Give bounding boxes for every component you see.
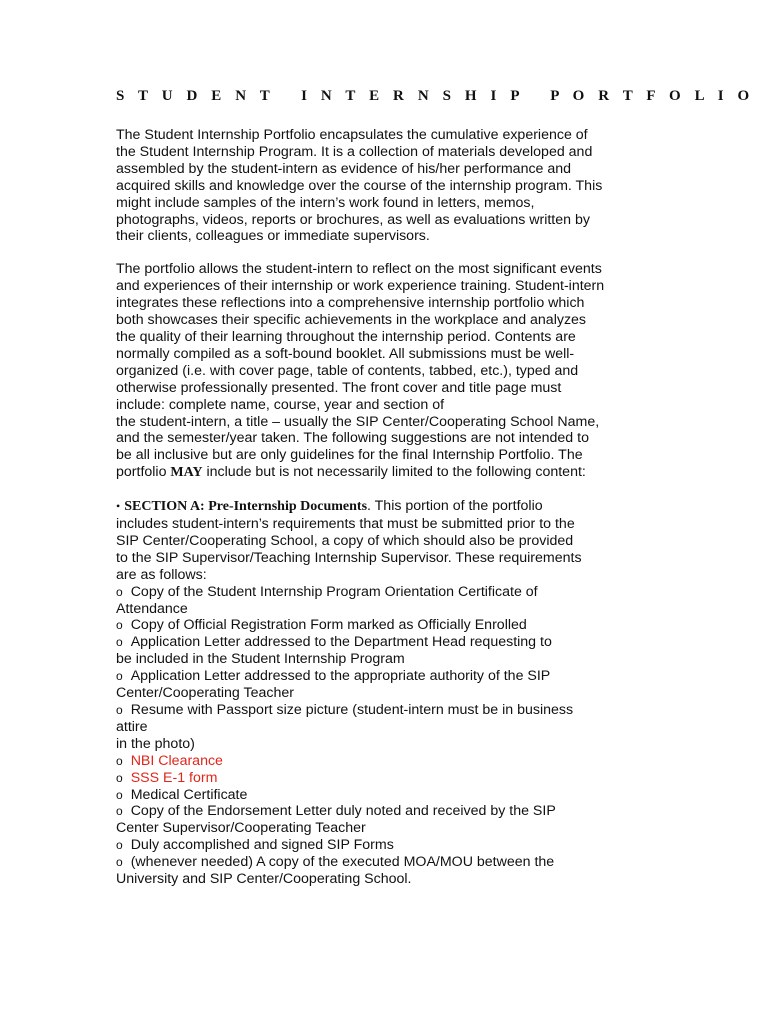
section-a-line: includes student-intern’s requirements that must be submitted prior to the <box>116 516 575 533</box>
may-emphasis: MAY <box>170 465 203 481</box>
list-item-text: Attendance <box>116 600 188 617</box>
document-page <box>116 86 755 888</box>
portfolio-paragraph-line: be all inclusive but are only guidelines for the final Internship Portfolio. The <box>116 447 583 464</box>
list-item-text: attire <box>116 718 148 735</box>
bullet-icon: • <box>116 499 121 514</box>
intro-paragraph-line: assembled by the student-intern as evidence of his/her performance and <box>116 160 572 177</box>
portfolio-paragraph-line: integrates these reflections into a comprehensive internship portfolio which <box>116 295 585 312</box>
list-item-text: Copy of the Student Internship Program Orientation Certificate of <box>130 583 538 600</box>
list-item <box>116 837 636 854</box>
list-item <box>116 770 636 787</box>
list-item-continuation <box>116 736 636 753</box>
section-a <box>116 498 636 584</box>
list-item-text: Application Letter addressed to the Department Head requesting to <box>130 634 552 651</box>
intro-paragraph <box>116 127 636 245</box>
list-item-continuation <box>116 820 636 837</box>
list-item <box>116 702 636 719</box>
list-marker-icon: o <box>116 804 123 819</box>
list-marker-icon: o <box>116 584 123 599</box>
section-a-heading-line: • SECTION A: Pre-Internship Documents. This portion of the portfolio <box>116 498 543 515</box>
list-item-text: Center Supervisor/Cooperating Teacher <box>116 820 366 837</box>
section-a-line: SIP Center/Cooperating School, a copy of which should also be provided <box>116 532 574 549</box>
section-a-heading: SECTION A: Pre-Internship Documents <box>124 499 368 515</box>
portfolio-paragraph-line: and the semester/year taken. The following suggestions are not intended to <box>116 430 589 447</box>
list-item <box>116 584 636 601</box>
list-marker-icon: o <box>116 669 123 684</box>
list-item <box>116 617 636 634</box>
list-item <box>116 787 636 804</box>
list-item-text: SSS E-1 form <box>130 769 218 786</box>
list-item-text: Duly accomplished and signed SIP Forms <box>130 837 394 854</box>
list-item-text: Resume with Passport size picture (student-intern must be in business <box>130 702 574 718</box>
list-marker-icon: o <box>116 618 123 633</box>
intro-paragraph-line: the Student Internship Program. It is a collection of materials developed and <box>116 143 593 160</box>
portfolio-paragraph-last-line: portfolio MAY include but is not necessarily limited to the following content: <box>116 464 586 481</box>
list-item-text: Application Letter addressed to the appropriate authority of the SIP <box>130 668 551 685</box>
list-item <box>116 803 636 820</box>
requirements-list <box>116 584 636 888</box>
portfolio-paragraph-line: otherwise professionally presented. The front cover and title page must <box>116 379 562 396</box>
list-marker-icon: o <box>116 703 123 717</box>
portfolio-paragraph-line: organized (i.e. with cover page, table of contents, tabbed, etc.), typed and <box>116 362 579 379</box>
portfolio-paragraph-line: and experiences of their internship or work experience training. Student-intern <box>116 278 605 295</box>
list-marker-icon: o <box>116 838 123 853</box>
list-marker-icon: o <box>116 635 123 650</box>
section-a-line: to the SIP Supervisor/Teaching Internship Supervisor. These requirements <box>116 549 582 566</box>
portfolio-paragraph-line: the quality of their learning throughout the internship period. Contents are <box>116 328 576 345</box>
list-item-continuation <box>116 871 636 888</box>
list-item-text: Center/Cooperating Teacher <box>116 685 294 702</box>
list-item <box>116 634 636 651</box>
intro-paragraph-line: photographs, videos, reports or brochures, as well as evaluations written by <box>116 211 590 228</box>
portfolio-paragraph-line: the student-intern, a title – usually the SIP Center/Cooperating School Name, <box>116 413 600 430</box>
intro-paragraph-line: The Student Internship Portfolio encapsulates the cumulative experience of <box>116 127 588 143</box>
list-marker-icon: o <box>116 753 123 768</box>
list-item <box>116 668 636 685</box>
intro-paragraph-line: acquired skills and knowledge over the course of the internship program. This <box>116 177 603 194</box>
portfolio-paragraph-line: include: complete name, course, year and section of <box>116 396 445 413</box>
list-item-text: Copy of Official Registration Form marked as Officially Enrolled <box>130 617 527 634</box>
intro-paragraph-line: might include samples of the intern’s work found in letters, memos, <box>116 194 535 211</box>
list-item-continuation <box>116 685 636 702</box>
list-item <box>116 753 636 770</box>
list-item-text: be included in the Student Internship Program <box>116 651 405 668</box>
list-item-text: University and SIP Center/Cooperating School. <box>116 871 412 888</box>
portfolio-paragraph-line: The portfolio allows the student-intern to reflect on the most significant events <box>116 261 602 278</box>
portfolio-paragraph <box>116 261 636 482</box>
section-a-line: are as follows: <box>116 566 207 583</box>
list-item-text: in the photo) <box>116 735 195 752</box>
list-item-continuation <box>116 719 636 736</box>
list-item <box>116 854 636 871</box>
list-item-text: Copy of the Endorsement Letter duly noted and received by the SIP <box>130 803 556 820</box>
list-marker-icon: o <box>116 770 123 785</box>
document-title: S T U D E N T I N T E R N S H I P P O R T F O L I O <box>116 88 755 104</box>
list-item-text: (whenever needed) A copy of the executed MOA/MOU between the <box>130 854 555 871</box>
list-marker-icon: o <box>116 787 123 802</box>
list-item-text: Medical Certificate <box>130 786 248 803</box>
list-item-text: NBI Clearance <box>130 752 223 769</box>
portfolio-paragraph-line: normally compiled as a soft-bound booklet. All submissions must be well- <box>116 345 575 362</box>
list-item-continuation <box>116 601 636 618</box>
portfolio-paragraph-line: both showcases their specific achievements in the workplace and analyzes <box>116 312 587 329</box>
list-item-continuation <box>116 651 636 668</box>
list-marker-icon: o <box>116 855 123 870</box>
intro-paragraph-line: their clients, colleagues or immediate supervisors. <box>116 228 430 245</box>
